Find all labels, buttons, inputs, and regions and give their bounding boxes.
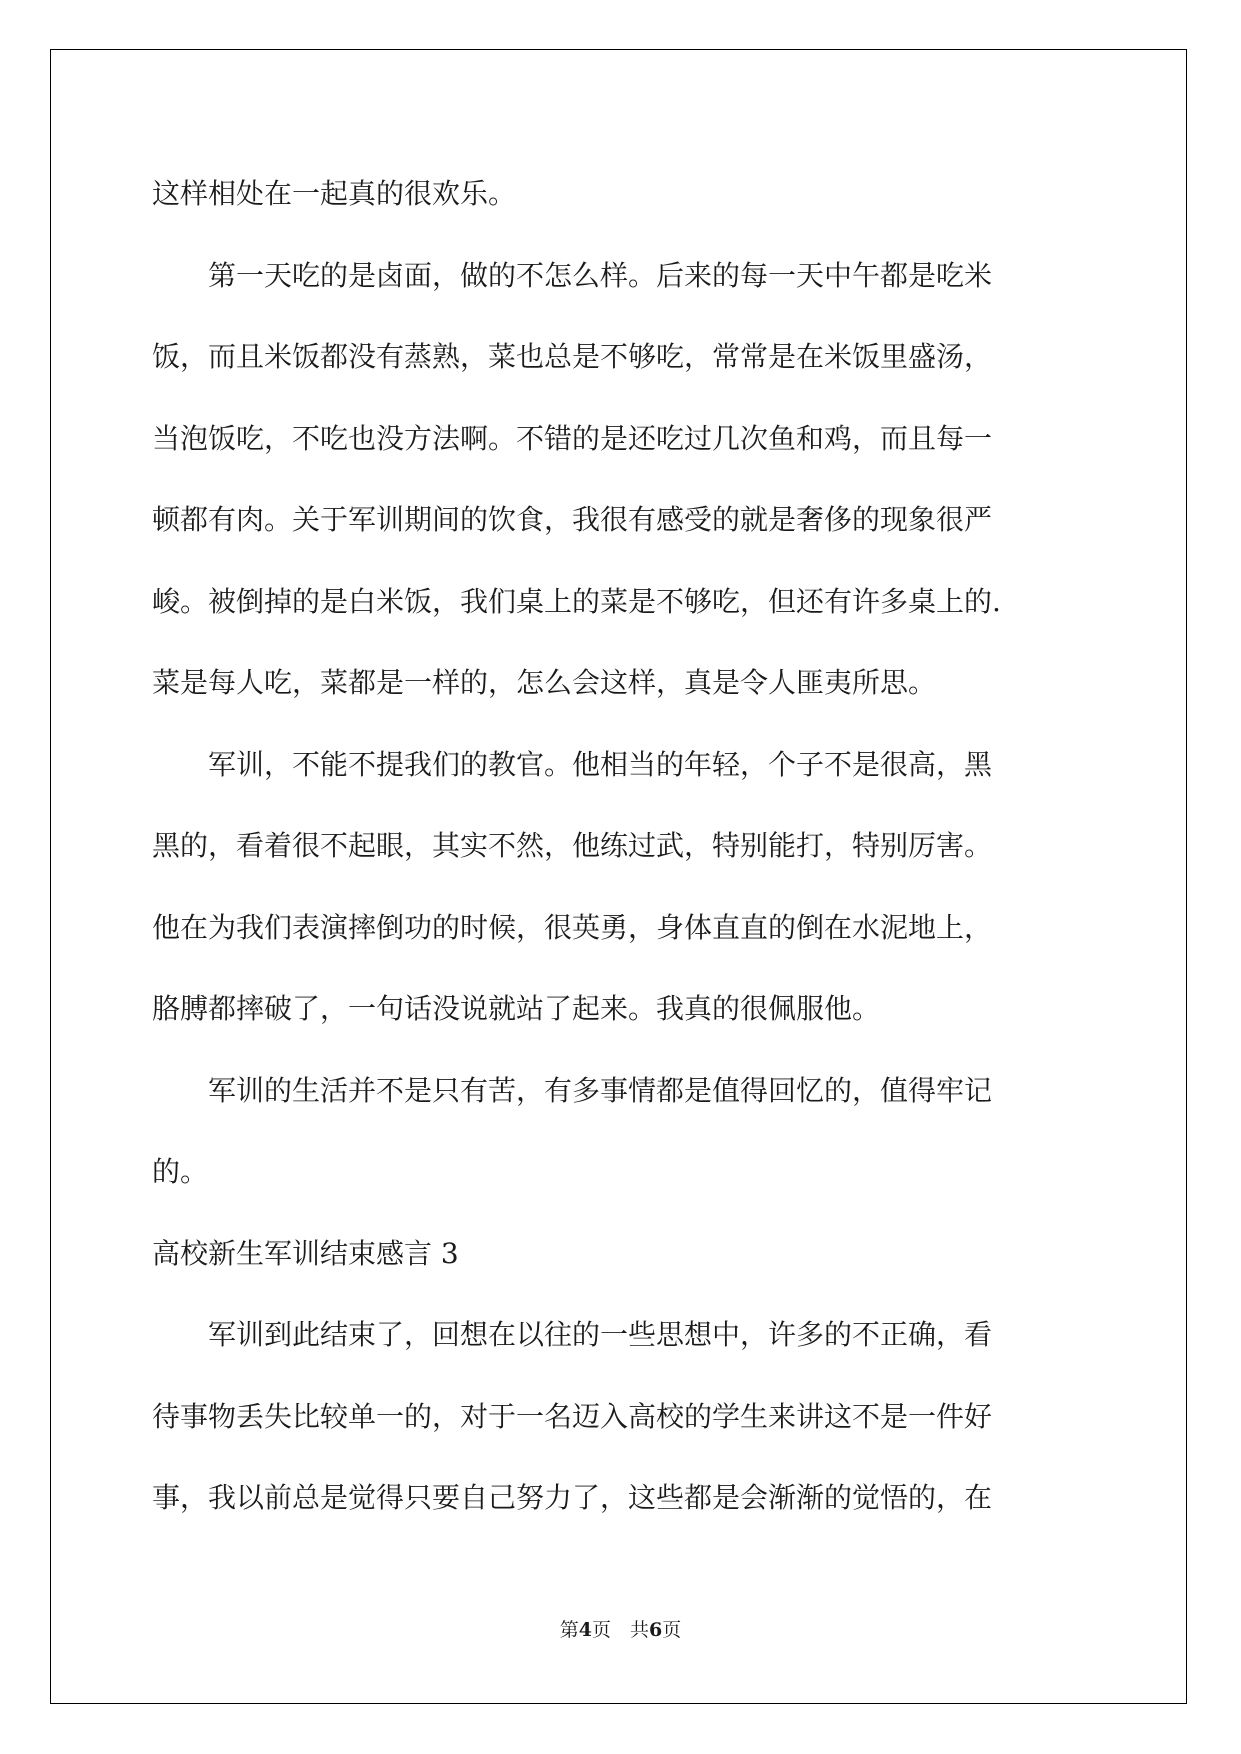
section-heading: 高校新生军训结束感言 3	[152, 1236, 459, 1270]
text-line: 事，我以前总是觉得只要自己努力了，这些都是会渐渐的觉悟的，在	[152, 1481, 993, 1514]
text-line: 军训到此结束了，回想在以往的一些思想中，许多的不正确，看	[152, 1318, 993, 1351]
page-footer	[0, 1618, 1241, 1642]
text-line: 菜是每人吃，菜都是一样的，怎么会这样，真是令人匪夷所思。	[152, 666, 937, 699]
text-line: 军训的生活并不是只有苦，有多事情都是值得回忆的，值得牢记	[152, 1073, 993, 1107]
total-page-number: 6	[649, 1619, 663, 1641]
text-line: 的。	[152, 1155, 209, 1188]
page-suffix: 页	[662, 1619, 682, 1641]
text-line: 这样相处在一起真的很欢乐。	[152, 177, 517, 210]
text-line: 他在为我们表演摔倒功的时候，很英勇，身体直直的倒在水泥地上，	[152, 910, 993, 944]
text-line: 待事物丢失比较单一的，对于一名迈入高校的学生来讲这不是一件好	[152, 1399, 993, 1433]
text-line: 饭，而且米饭都没有蒸熟，菜也总是不够吃，常常是在米饭里盛汤，	[152, 340, 993, 373]
text-line: 胳膊都摔破了，一句话没说就站了起来。我真的很佩服他。	[152, 992, 881, 1025]
text-line: 黑的，看着很不起眼，其实不然，他练过武，特别能打，特别厉害。	[152, 829, 993, 862]
text-line: 第一天吃的是卤面，做的不怎么样。后来的每一天中午都是吃米	[152, 258, 993, 292]
current-page-number: 4	[578, 1619, 592, 1641]
page-mid: 页 共	[591, 1619, 649, 1641]
page-prefix: 第	[559, 1619, 579, 1641]
text-line: 峻。被倒掉的是白米饭，我们桌上的菜是不够吃，但还有许多桌上的.	[152, 584, 1001, 618]
text-line: 军训，不能不提我们的教官。他相当的年轻，个子不是很高，黑	[152, 747, 993, 781]
document-body	[152, 153, 1092, 1539]
text-line: 顿都有肉。关于军训期间的饮食，我很有感受的就是奢侈的现象很严	[152, 503, 993, 536]
text-line: 当泡饭吃，不吃也没方法啊。不错的是还吃过几次鱼和鸡，而且每一	[152, 421, 993, 455]
